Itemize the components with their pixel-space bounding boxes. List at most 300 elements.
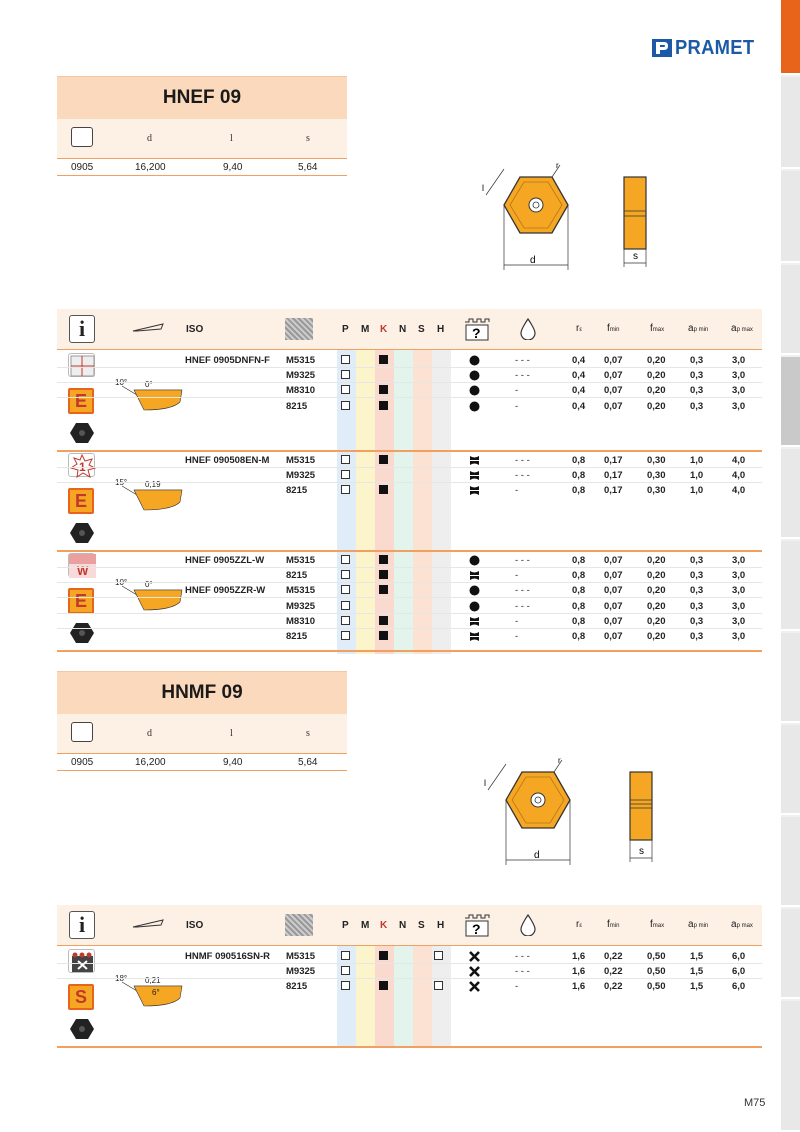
cell-insert: HNMF 090516SN-R — [185, 951, 270, 962]
material-group-p: P — [342, 920, 349, 931]
dim-header-l: l — [230, 728, 233, 739]
angle-label: 0,19 — [145, 480, 161, 489]
operation-symbol-dot — [469, 601, 480, 612]
table-row[interactable] — [57, 614, 762, 629]
table-header — [57, 905, 762, 946]
dim-header-s: s — [306, 728, 310, 739]
grade-material-icon — [285, 914, 313, 936]
cell-apmax: 3,0 — [732, 370, 746, 382]
header-fmax-sub: max — [652, 923, 665, 929]
cell-r: 0,8 — [572, 470, 586, 482]
header-iso: ISO — [186, 324, 204, 335]
dims-header — [57, 119, 347, 159]
grade-p-secondary — [341, 385, 350, 394]
info-icon[interactable]: i — [69, 911, 95, 939]
cell-q: - - - — [515, 600, 530, 612]
section-tab[interactable] — [781, 541, 800, 631]
cell-apmax: 4,0 — [732, 455, 746, 466]
grade-k-primary — [379, 485, 388, 494]
dim-l: 9,40 — [223, 162, 243, 173]
grade-p-secondary — [341, 470, 350, 479]
cell-apmin: 1,0 — [690, 485, 704, 497]
header-apmax — [731, 323, 753, 334]
cell-insert: HNEF 0905ZZL-W — [185, 555, 265, 566]
grade-p-secondary — [341, 951, 350, 960]
svg-text:?: ? — [472, 325, 481, 341]
group-separator — [57, 650, 762, 652]
insert-group — [57, 550, 762, 650]
cell-grade: M5315 — [286, 951, 316, 962]
grade-p-secondary — [341, 455, 350, 464]
cell-apmin: 0,3 — [690, 370, 704, 382]
cell-insert: HNEF 0905ZZR-W — [185, 585, 266, 597]
dim-l: 9,40 — [223, 757, 243, 768]
dim-s: 5,64 — [298, 757, 318, 768]
grade-material-icon — [285, 318, 313, 340]
grade-p-secondary — [341, 601, 350, 610]
edge-prep-icon: E — [68, 488, 94, 514]
header-r-main: r — [576, 919, 580, 930]
table-row[interactable] — [57, 483, 762, 498]
grade-k-primary — [379, 951, 388, 960]
table-row[interactable] — [57, 964, 762, 979]
grade-k-primary — [379, 570, 388, 579]
angle-label: 15° — [115, 478, 128, 487]
cell-apmin: 1,0 — [690, 455, 704, 466]
insert-drawing-hnmf09 — [472, 750, 662, 870]
page-number: M75 — [744, 1097, 766, 1109]
cell-q: - — [515, 981, 519, 993]
cutting-data-table-1 — [57, 309, 762, 654]
section-tab[interactable] — [781, 265, 800, 355]
cell-apmax: 6,0 — [732, 981, 746, 993]
material-group-s: S — [418, 324, 425, 335]
table-row[interactable] — [57, 629, 762, 644]
dim-code: 0905 — [71, 162, 94, 173]
cell-q: - — [515, 400, 519, 412]
cell-apmin: 0,3 — [690, 400, 704, 412]
cell-grade: M9325 — [286, 370, 316, 382]
group-separator — [57, 1046, 762, 1048]
operation-symbol-pill — [469, 631, 480, 642]
dim-header-d: d — [147, 728, 152, 739]
table-header — [57, 309, 762, 350]
cell-q: - - - — [515, 585, 530, 597]
svg-text:1: 1 — [79, 460, 86, 474]
header-apmax — [731, 919, 753, 930]
cell-apmin: 0,3 — [690, 570, 704, 582]
operation-symbol-cross — [469, 966, 480, 977]
insert-photo-icon — [69, 1017, 95, 1041]
cell-r: 0,8 — [572, 585, 586, 597]
cell-q: - — [515, 631, 519, 642]
cell-fmax: 0,50 — [647, 951, 666, 962]
coolant-drop-icon — [520, 318, 536, 345]
cell-fmax: 0,20 — [647, 385, 666, 397]
material-group-h: H — [437, 920, 445, 931]
drawing-label-r: r — [556, 161, 559, 170]
header-fmin-sub: min — [609, 923, 620, 929]
header-apmin-sub: p min — [693, 327, 709, 333]
cell-fmax: 0,20 — [647, 631, 666, 642]
grade-p-secondary — [341, 355, 350, 364]
header-fmax-main: f — [650, 323, 653, 334]
cell-fmax: 0,50 — [647, 966, 666, 978]
section-tab-bar — [781, 0, 800, 1132]
cell-grade: M8310 — [286, 615, 316, 627]
angle-label: 10° — [115, 378, 128, 387]
cell-r: 0,4 — [572, 400, 586, 412]
cell-apmin: 0,3 — [690, 555, 704, 566]
insert-shape-icon — [71, 127, 93, 147]
insert-photo-icon — [69, 421, 95, 445]
cell-fmin: 0,17 — [604, 470, 623, 482]
series-title: HNMF 09 — [57, 671, 347, 714]
material-group-k: K — [380, 324, 388, 335]
cell-grade: 8215 — [286, 485, 308, 497]
operation-symbol-dot — [469, 401, 480, 412]
cell-fmin: 0,07 — [604, 615, 623, 627]
angle-label: 0° — [145, 580, 153, 589]
cell-apmin: 1,5 — [690, 951, 704, 962]
drawing-label-l: l — [484, 778, 486, 788]
cell-apmin: 1,5 — [690, 966, 704, 978]
cell-q: - — [515, 385, 519, 397]
cell-q: - - - — [515, 966, 530, 978]
edge-prep-icon: E — [68, 388, 94, 414]
cell-fmax: 0,30 — [647, 470, 666, 482]
grade-k-primary — [379, 981, 388, 990]
header-r-sub: ε — [579, 923, 583, 929]
grade-h-secondary — [434, 981, 443, 990]
cell-q: - - - — [515, 470, 530, 482]
grade-k-primary — [379, 385, 388, 394]
cell-fmax: 0,20 — [647, 585, 666, 597]
operation-symbol-pill — [469, 616, 480, 627]
drawing-label-s: s — [639, 846, 644, 857]
header-apmax-main: a — [731, 919, 737, 930]
dims-row — [57, 754, 347, 771]
operation-symbol-cross — [469, 981, 480, 992]
cell-fmin: 0,07 — [604, 555, 623, 566]
cell-apmax: 4,0 — [732, 485, 746, 497]
operation-symbol-pill — [469, 470, 480, 481]
grade-p-secondary — [341, 966, 350, 975]
cell-grade: M9325 — [286, 966, 316, 978]
dim-header-d: d — [147, 133, 152, 144]
header-apmax-sub: p max — [736, 923, 753, 929]
cell-fmax: 0,20 — [647, 600, 666, 612]
material-group-n: N — [399, 324, 407, 335]
cell-apmin: 0,3 — [690, 631, 704, 642]
cutting-data-table-2 — [57, 905, 762, 1047]
dim-header-s: s — [306, 133, 310, 144]
operation-symbol-pill — [469, 455, 480, 466]
operation-symbol-dot — [469, 355, 480, 366]
drawing-label-d: d — [534, 850, 540, 861]
header-r — [576, 323, 582, 334]
pramet-logo — [652, 37, 761, 59]
cell-r: 0,8 — [572, 555, 586, 566]
operation-symbol-dot — [469, 385, 480, 396]
dim-s: 5,64 — [298, 162, 318, 173]
cell-fmax: 0,20 — [647, 370, 666, 382]
grade-p-secondary — [341, 616, 350, 625]
insert-shape-icon — [71, 722, 93, 742]
cell-q: - - - — [515, 951, 530, 962]
header-r-main: r — [576, 323, 580, 334]
cell-fmin: 0,07 — [604, 585, 623, 597]
dim-header-l: l — [230, 133, 233, 144]
cell-insert: HNEF 090508EN-M — [185, 455, 270, 466]
cell-fmin: 0,17 — [604, 485, 623, 497]
section-tab[interactable] — [781, 77, 800, 169]
cell-apmax: 3,0 — [732, 385, 746, 397]
drawing-label-l: l — [482, 183, 484, 193]
svg-text:W: W — [77, 564, 89, 578]
geometry-icon — [131, 321, 165, 340]
grade-k-primary — [379, 616, 388, 625]
header-fmin — [607, 919, 619, 930]
grade-p-secondary — [341, 485, 350, 494]
cell-apmin: 0,3 — [690, 355, 704, 366]
cell-q: - - - — [515, 355, 530, 366]
grade-p-secondary — [341, 401, 350, 410]
header-fmin-main: f — [607, 919, 610, 930]
cell-grade: M5315 — [286, 355, 316, 366]
header-fmin-main: f — [607, 323, 610, 334]
material-group-h: H — [437, 324, 445, 335]
edge-prep-icon: E — [68, 588, 94, 614]
insert-photo-icon — [69, 521, 95, 545]
cell-fmin: 0,07 — [604, 631, 623, 642]
section-tab[interactable] — [781, 633, 800, 723]
table-row[interactable] — [57, 399, 762, 414]
section-tab[interactable] — [781, 817, 800, 907]
cell-apmin: 1,5 — [690, 981, 704, 993]
insert-group — [57, 450, 762, 550]
insert-group — [57, 350, 762, 450]
table-row[interactable] — [57, 568, 762, 583]
cell-fmin: 0,07 — [604, 385, 623, 397]
cell-apmin: 0,3 — [690, 585, 704, 597]
table-row[interactable] — [57, 453, 762, 468]
cell-fmin: 0,07 — [604, 400, 623, 412]
chipbreaker-question-icon — [463, 912, 491, 943]
cell-q: - - - — [515, 370, 530, 382]
cell-apmax: 3,0 — [732, 555, 746, 566]
angle-label: 0,21 — [145, 976, 161, 985]
drawing-label-s: s — [633, 251, 638, 262]
cell-grade: M5315 — [286, 555, 316, 566]
cell-r: 0,8 — [572, 615, 586, 627]
cell-apmax: 3,0 — [732, 400, 746, 412]
cell-grade: 8215 — [286, 981, 308, 993]
grade-p-secondary — [341, 585, 350, 594]
material-group-p: P — [342, 324, 349, 335]
table-row[interactable] — [57, 599, 762, 614]
grade-k-primary — [379, 631, 388, 640]
material-group-n: N — [399, 920, 407, 931]
cell-fmax: 0,20 — [647, 615, 666, 627]
cell-r: 0,4 — [572, 385, 586, 397]
cell-fmin: 0,07 — [604, 370, 623, 382]
series-block-hnmf09 — [57, 671, 347, 771]
cell-r: 1,6 — [572, 981, 586, 993]
header-fmax — [650, 919, 664, 930]
cell-fmin: 0,22 — [604, 951, 623, 962]
table-row[interactable] — [57, 553, 762, 568]
series-title: HNEF 09 — [57, 76, 347, 119]
header-apmin — [688, 323, 708, 334]
material-group-k: K — [380, 920, 388, 931]
dim-d: 16,200 — [135, 757, 166, 768]
cell-r: 1,6 — [572, 951, 586, 962]
operation-symbol-pill — [469, 570, 480, 581]
section-tab[interactable] — [781, 171, 800, 263]
cell-apmax: 3,0 — [732, 615, 746, 627]
cell-apmax: 3,0 — [732, 631, 746, 642]
angle-label: 18° — [115, 974, 128, 983]
header-iso: ISO — [186, 920, 204, 931]
dims-header — [57, 714, 347, 754]
header-apmin — [688, 919, 708, 930]
cell-grade: M9325 — [286, 470, 316, 482]
cell-grade: M8310 — [286, 385, 316, 397]
section-tab-current[interactable] — [781, 357, 800, 447]
cell-fmin: 0,07 — [604, 600, 623, 612]
cell-q: - - - — [515, 555, 530, 566]
section-tab[interactable] — [781, 909, 800, 999]
operation-symbol-dot — [469, 585, 480, 596]
grade-k-primary — [379, 401, 388, 410]
material-group-m: M — [361, 920, 370, 931]
grade-p-secondary — [341, 631, 350, 640]
cell-fmin: 0,07 — [604, 355, 623, 366]
svg-text:?: ? — [472, 921, 481, 937]
cell-apmin: 0,3 — [690, 615, 704, 627]
cell-fmin: 0,17 — [604, 455, 623, 466]
operation-symbol-pill — [469, 485, 480, 496]
section-tab[interactable] — [781, 449, 800, 539]
cell-apmin: 0,3 — [690, 385, 704, 397]
cell-fmax: 0,50 — [647, 981, 666, 993]
table-row[interactable] — [57, 583, 762, 598]
cell-grade: 8215 — [286, 570, 308, 582]
material-group-m: M — [361, 324, 370, 335]
operation-symbol-cross — [469, 951, 480, 962]
section-tab[interactable] — [781, 725, 800, 815]
operation-symbol-dot — [469, 370, 480, 381]
cell-grade: 8215 — [286, 631, 308, 642]
cell-apmax: 4,0 — [732, 470, 746, 482]
cell-apmax: 3,0 — [732, 600, 746, 612]
cell-fmin: 0,22 — [604, 966, 623, 978]
table-row[interactable] — [57, 979, 762, 994]
cell-grade: M9325 — [286, 600, 316, 612]
coolant-drop-icon — [520, 914, 536, 941]
grade-k-primary — [379, 455, 388, 464]
cell-r: 0,8 — [572, 600, 586, 612]
cell-r: 0,8 — [572, 631, 586, 642]
grade-p-secondary — [341, 570, 350, 579]
cell-fmin: 0,22 — [604, 981, 623, 993]
cell-apmin: 0,3 — [690, 600, 704, 612]
header-fmax-main: f — [650, 919, 653, 930]
operation-symbol-dot — [469, 555, 480, 566]
table-row[interactable] — [57, 368, 762, 383]
section-tab[interactable] — [781, 1001, 800, 1132]
header-apmin-main: a — [688, 919, 694, 930]
angle-label: 6° — [152, 988, 160, 997]
cell-fmax: 0,30 — [647, 455, 666, 466]
grade-h-secondary — [434, 951, 443, 960]
cell-apmax: 6,0 — [732, 951, 746, 962]
table-row[interactable] — [57, 949, 762, 964]
cell-apmax: 3,0 — [732, 355, 746, 366]
header-fmax — [650, 323, 664, 334]
cell-fmin: 0,07 — [604, 570, 623, 582]
pramet-logo-icon — [652, 39, 672, 57]
header-apmin-main: a — [688, 323, 694, 334]
cell-r: 0,8 — [572, 570, 586, 582]
dim-d: 16,200 — [135, 162, 166, 173]
cell-fmax: 0,20 — [647, 555, 666, 566]
drawing-label-d: d — [530, 255, 536, 266]
header-apmin-sub: p min — [693, 923, 709, 929]
cell-q: - — [515, 570, 519, 582]
edge-prep-icon: S — [68, 984, 94, 1010]
header-r-sub: ε — [579, 327, 583, 333]
cell-q: - - - — [515, 455, 530, 466]
dim-code: 0905 — [71, 757, 94, 768]
cell-fmax: 0,30 — [647, 485, 666, 497]
cell-r: 0,8 — [572, 455, 586, 466]
grade-p-secondary — [341, 370, 350, 379]
cell-q: - — [515, 615, 519, 627]
cell-apmax: 3,0 — [732, 585, 746, 597]
cell-apmax: 3,0 — [732, 570, 746, 582]
header-apmax-main: a — [731, 323, 737, 334]
cell-r: 0,4 — [572, 355, 586, 366]
grade-p-secondary — [341, 981, 350, 990]
section-tab-active-marker[interactable] — [781, 0, 800, 75]
header-fmin-sub: min — [609, 327, 620, 333]
grade-k-primary — [379, 585, 388, 594]
grade-k-primary — [379, 555, 388, 564]
angle-label: 0° — [145, 380, 153, 389]
cell-r: 0,4 — [572, 370, 586, 382]
table-row[interactable] — [57, 353, 762, 368]
header-fmin — [607, 323, 619, 334]
table-row[interactable] — [57, 383, 762, 398]
info-icon[interactable]: i — [69, 315, 95, 343]
cell-r: 0,8 — [572, 485, 586, 497]
header-r — [576, 919, 582, 930]
table-row[interactable] — [57, 468, 762, 483]
cell-r: 1,6 — [572, 966, 586, 978]
chipbreaker-question-icon — [463, 316, 491, 347]
cell-fmax: 0,20 — [647, 355, 666, 366]
angle-label: 10° — [115, 578, 128, 587]
header-fmax-sub: max — [652, 327, 665, 333]
cell-apmin: 1,0 — [690, 470, 704, 482]
series-block-hnef09 — [57, 76, 347, 176]
cell-fmax: 0,20 — [647, 400, 666, 412]
cell-fmax: 0,20 — [647, 570, 666, 582]
cell-apmax: 6,0 — [732, 966, 746, 978]
grade-k-primary — [379, 355, 388, 364]
